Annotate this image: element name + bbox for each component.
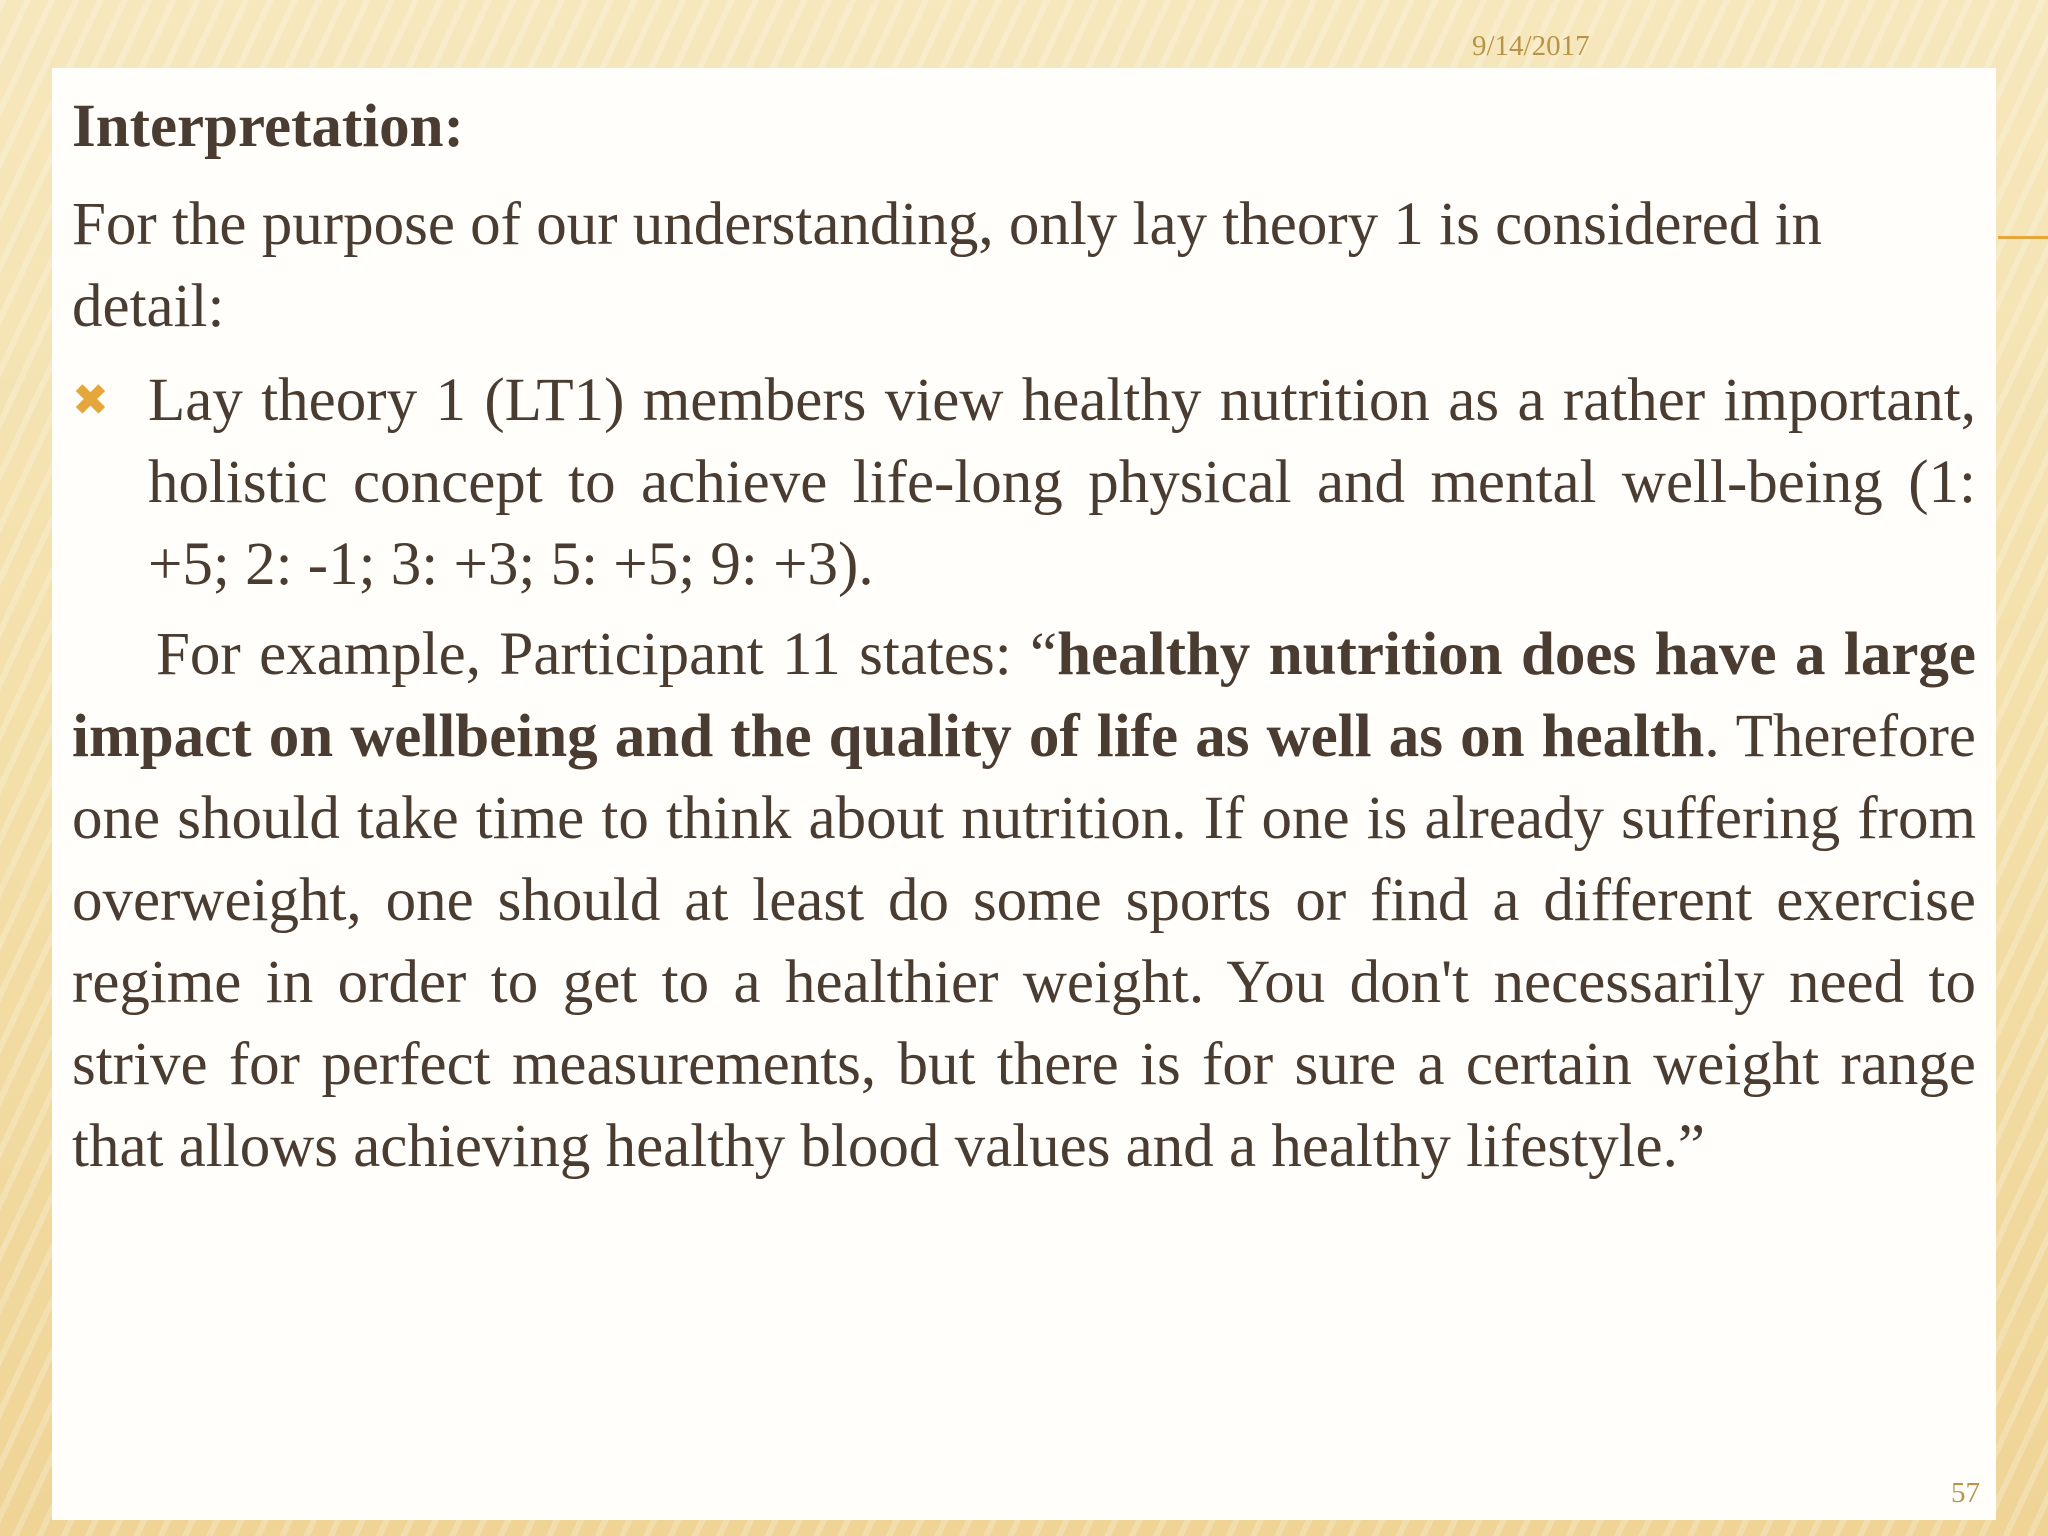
quote-rest: . Therefore one should take time to think about nutrition. If one is already suffering from overweight, one should at least do some sports or find a different exercise regime in order to get to a healthier weight. You don't necessarily need to strive for perfect measurements, but there is for sure a certain weight range that allows achieving healthy blood values and a healthy lifestyle.” [72,703,1977,1180]
x-mark-icon: ✖ [72,375,109,426]
quote-paragraph [72,614,1976,1188]
accent-line [1998,236,2048,239]
quote-bold: healthy nutrition does have a large impact on wellbeing and the quality of life as well as on health [72,621,1976,770]
bullet-text: Lay theory 1 (LT1) members view healthy nutrition as a rather important, holistic concept to achieve life-long physical and mental well-being (1: +5; 2: -1; 3: +3; 5: +5; 9: +3). [148,367,1976,598]
bullet-item [72,360,1976,606]
slide-panel [52,68,1996,1520]
slide-content [72,86,1976,1188]
date-label: 9/14/2017 [1472,30,1590,62]
page-number: 57 [1951,1477,1980,1509]
slide-heading: Interpretation: [72,93,464,160]
intro-paragraph: For the purpose of our understanding, only lay theory 1 is considered in detail: [72,191,1823,340]
quote-lead: For example, Participant 11 states: “ [156,621,1058,688]
